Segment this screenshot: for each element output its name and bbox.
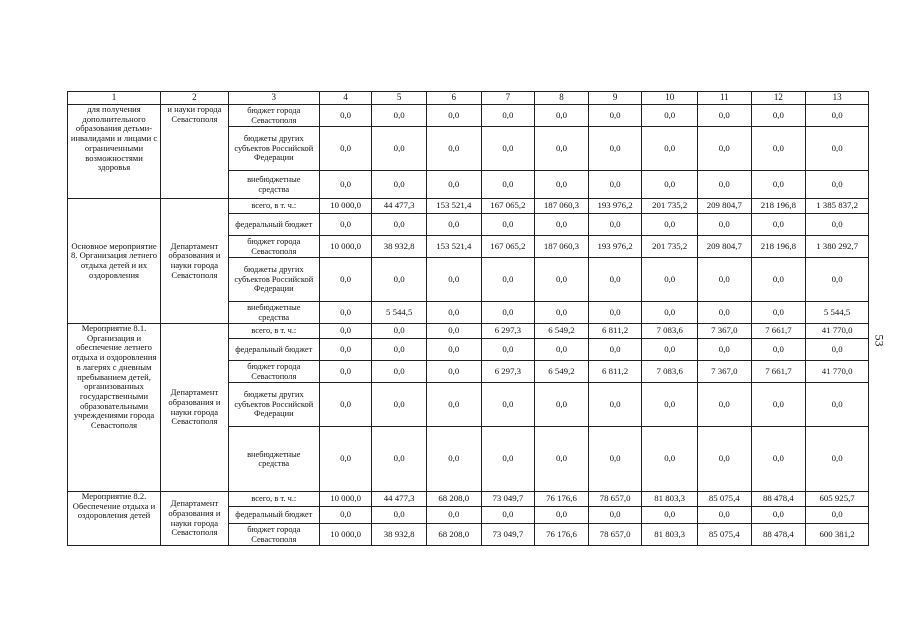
table-row [68, 492, 869, 507]
amount-cell: 153 521,4 [426, 236, 481, 258]
amount-cell: 0,0 [481, 507, 535, 524]
amount-cell: 6 297,3 [481, 361, 535, 383]
amount-cell: 10 000,0 [319, 524, 372, 546]
amount-cell: 0,0 [481, 339, 535, 361]
col-header: 8 [535, 92, 589, 105]
amount-cell: 78 657,0 [588, 492, 642, 507]
amount-cell: 0,0 [319, 302, 372, 324]
col-header: 10 [642, 92, 698, 105]
amount-cell: 0,0 [642, 258, 698, 302]
amount-cell: 0,0 [426, 171, 481, 199]
amount-cell: 0,0 [481, 127, 535, 171]
amount-cell: 7 083,6 [642, 361, 698, 383]
amount-cell: 0,0 [319, 339, 372, 361]
amount-cell: 1 385 837,2 [806, 199, 869, 214]
col-header: 1 [68, 92, 161, 105]
measure-description: для получения дополнительного образования детьми-инвалидами и лицами с ограниченными возможностями здоровья [68, 105, 161, 199]
amount-cell: 0,0 [751, 383, 806, 427]
amount-cell: 0,0 [319, 361, 372, 383]
amount-cell: 209 804,7 [698, 236, 752, 258]
measure-description: Мероприятие 8.2. Обеспечение отдыха и оздоровления детей [68, 492, 161, 546]
amount-cell: 76 176,6 [535, 524, 589, 546]
funding-source: бюджеты других субъектов Российской Федерации [228, 127, 319, 171]
amount-cell: 0,0 [372, 324, 427, 339]
amount-cell: 76 176,6 [535, 492, 589, 507]
funding-source: бюджеты других субъектов Российской Федерации [228, 383, 319, 427]
amount-cell: 153 521,4 [426, 199, 481, 214]
amount-cell: 0,0 [319, 105, 372, 127]
funding-source: внебюджетные средства [228, 427, 319, 492]
amount-cell: 0,0 [372, 214, 427, 236]
amount-cell: 0,0 [642, 105, 698, 127]
amount-cell: 193 976,2 [588, 199, 642, 214]
amount-cell: 0,0 [588, 258, 642, 302]
amount-cell: 0,0 [806, 383, 869, 427]
amount-cell: 0,0 [426, 258, 481, 302]
amount-cell: 10 000,0 [319, 492, 372, 507]
amount-cell: 68 208,0 [426, 492, 481, 507]
amount-cell: 6 549,2 [535, 324, 589, 339]
amount-cell: 0,0 [588, 383, 642, 427]
table-row [68, 105, 869, 127]
amount-cell: 7 661,7 [751, 324, 806, 339]
amount-cell: 0,0 [319, 171, 372, 199]
amount-cell: 0,0 [642, 127, 698, 171]
responsible-department: Департамент образования и науки города Севастополя [161, 199, 229, 324]
amount-cell: 0,0 [535, 105, 589, 127]
amount-cell: 0,0 [806, 507, 869, 524]
amount-cell: 0,0 [426, 427, 481, 492]
amount-cell: 0,0 [426, 383, 481, 427]
amount-cell: 0,0 [698, 383, 752, 427]
amount-cell: 0,0 [751, 427, 806, 492]
amount-cell: 0,0 [698, 427, 752, 492]
amount-cell: 38 932,8 [372, 524, 427, 546]
funding-source: бюджет города Севастополя [228, 236, 319, 258]
amount-cell: 0,0 [588, 507, 642, 524]
amount-cell: 88 478,4 [751, 524, 806, 546]
funding-source: всего, в т. ч.: [228, 324, 319, 339]
funding-source: федеральный бюджет [228, 339, 319, 361]
amount-cell: 0,0 [806, 105, 869, 127]
amount-cell: 0,0 [426, 324, 481, 339]
page-number: 53 [872, 334, 887, 347]
amount-cell: 0,0 [588, 427, 642, 492]
amount-cell: 605 925,7 [806, 492, 869, 507]
amount-cell: 7 661,7 [751, 361, 806, 383]
funding-source: федеральный бюджет [228, 507, 319, 524]
amount-cell: 0,0 [426, 214, 481, 236]
col-header: 4 [319, 92, 372, 105]
amount-cell: 0,0 [372, 127, 427, 171]
amount-cell: 0,0 [426, 339, 481, 361]
amount-cell: 0,0 [535, 127, 589, 171]
amount-cell: 7 367,0 [698, 324, 752, 339]
amount-cell: 0,0 [426, 105, 481, 127]
amount-cell: 0,0 [481, 383, 535, 427]
amount-cell: 6 297,3 [481, 324, 535, 339]
amount-cell: 0,0 [751, 302, 806, 324]
amount-cell: 0,0 [481, 302, 535, 324]
amount-cell: 0,0 [372, 105, 427, 127]
amount-cell: 0,0 [751, 214, 806, 236]
amount-cell: 0,0 [535, 427, 589, 492]
amount-cell: 0,0 [642, 507, 698, 524]
amount-cell: 0,0 [535, 507, 589, 524]
table-row [68, 324, 869, 339]
amount-cell: 201 735,2 [642, 236, 698, 258]
amount-cell: 0,0 [481, 171, 535, 199]
amount-cell: 0,0 [698, 302, 752, 324]
amount-cell: 187 060,3 [535, 199, 589, 214]
amount-cell: 10 000,0 [319, 199, 372, 214]
amount-cell: 0,0 [806, 171, 869, 199]
amount-cell: 6 549,2 [535, 361, 589, 383]
funding-source: всего, в т. ч.: [228, 492, 319, 507]
amount-cell: 0,0 [642, 427, 698, 492]
amount-cell: 0,0 [372, 171, 427, 199]
amount-cell: 0,0 [751, 105, 806, 127]
col-header: 12 [751, 92, 806, 105]
amount-cell: 81 803,3 [642, 524, 698, 546]
amount-cell: 0,0 [698, 214, 752, 236]
amount-cell: 7 367,0 [698, 361, 752, 383]
amount-cell: 0,0 [481, 214, 535, 236]
amount-cell: 0,0 [372, 361, 427, 383]
amount-cell: 6 811,2 [588, 324, 642, 339]
col-header: 6 [426, 92, 481, 105]
amount-cell: 38 932,8 [372, 236, 427, 258]
amount-cell: 0,0 [319, 324, 372, 339]
amount-cell: 7 083,6 [642, 324, 698, 339]
col-header: 5 [372, 92, 427, 105]
header-row [68, 92, 869, 105]
amount-cell: 0,0 [806, 427, 869, 492]
amount-cell: 0,0 [642, 383, 698, 427]
amount-cell: 201 735,2 [642, 199, 698, 214]
col-header: 9 [588, 92, 642, 105]
amount-cell: 0,0 [806, 339, 869, 361]
amount-cell: 41 770,0 [806, 361, 869, 383]
amount-cell: 167 065,2 [481, 199, 535, 214]
responsible-department: и науки города Севастополя [161, 105, 229, 199]
amount-cell: 0,0 [426, 361, 481, 383]
amount-cell: 0,0 [535, 302, 589, 324]
amount-cell: 193 976,2 [588, 236, 642, 258]
amount-cell: 0,0 [588, 105, 642, 127]
amount-cell: 0,0 [426, 302, 481, 324]
amount-cell: 0,0 [535, 214, 589, 236]
amount-cell: 0,0 [698, 171, 752, 199]
amount-cell: 218 196,8 [751, 199, 806, 214]
amount-cell: 0,0 [751, 127, 806, 171]
amount-cell: 68 208,0 [426, 524, 481, 546]
funding-source: всего, в т. ч.: [228, 199, 319, 214]
amount-cell: 600 381,2 [806, 524, 869, 546]
amount-cell: 1 380 292,7 [806, 236, 869, 258]
col-header: 13 [806, 92, 869, 105]
amount-cell: 0,0 [698, 105, 752, 127]
amount-cell: 44 477,3 [372, 199, 427, 214]
measure-description: Основное мероприятие 8. Организация летнего отдыха детей и их оздоровления [68, 199, 161, 324]
amount-cell: 0,0 [698, 258, 752, 302]
amount-cell: 6 811,2 [588, 361, 642, 383]
funding-source: бюджет города Севастополя [228, 524, 319, 546]
amount-cell: 218 196,8 [751, 236, 806, 258]
amount-cell: 0,0 [535, 171, 589, 199]
amount-cell: 0,0 [319, 214, 372, 236]
amount-cell: 0,0 [698, 127, 752, 171]
measure-description: Мероприятие 8.1. Организация и обеспечение летнего отдыха и оздоровления в лагерях с дневным пребыванием детей, организованных государственными образовательными учреждениями города Севастополя [68, 324, 161, 492]
funding-source: федеральный бюджет [228, 214, 319, 236]
amount-cell: 0,0 [588, 214, 642, 236]
amount-cell: 73 049,7 [481, 524, 535, 546]
amount-cell: 0,0 [372, 339, 427, 361]
amount-cell: 0,0 [642, 339, 698, 361]
table-row [68, 199, 869, 214]
amount-cell: 88 478,4 [751, 492, 806, 507]
amount-cell: 209 804,7 [698, 199, 752, 214]
amount-cell: 0,0 [535, 258, 589, 302]
amount-cell: 0,0 [588, 339, 642, 361]
col-header: 3 [228, 92, 319, 105]
amount-cell: 0,0 [319, 383, 372, 427]
amount-cell: 0,0 [588, 302, 642, 324]
amount-cell: 0,0 [426, 507, 481, 524]
responsible-department: Департамент образования и науки города Севастополя [161, 492, 229, 546]
amount-cell: 0,0 [751, 507, 806, 524]
amount-cell: 167 065,2 [481, 236, 535, 258]
amount-cell: 0,0 [481, 427, 535, 492]
funding-source: внебюджетные средства [228, 171, 319, 199]
amount-cell: 0,0 [319, 258, 372, 302]
amount-cell: 44 477,3 [372, 492, 427, 507]
amount-cell: 0,0 [698, 507, 752, 524]
amount-cell: 0,0 [372, 383, 427, 427]
col-header: 2 [161, 92, 229, 105]
amount-cell: 5 544,5 [806, 302, 869, 324]
amount-cell: 0,0 [481, 105, 535, 127]
amount-cell: 0,0 [588, 171, 642, 199]
amount-cell: 85 075,4 [698, 492, 752, 507]
amount-cell: 0,0 [372, 258, 427, 302]
amount-cell: 0,0 [319, 427, 372, 492]
budget-table [67, 91, 869, 546]
amount-cell: 0,0 [751, 171, 806, 199]
funding-source: внебюджетные средства [228, 302, 319, 324]
amount-cell: 0,0 [806, 258, 869, 302]
amount-cell: 73 049,7 [481, 492, 535, 507]
col-header: 11 [698, 92, 752, 105]
col-header: 7 [481, 92, 535, 105]
amount-cell: 0,0 [319, 127, 372, 171]
amount-cell: 0,0 [642, 171, 698, 199]
amount-cell: 0,0 [535, 383, 589, 427]
amount-cell: 0,0 [751, 339, 806, 361]
amount-cell: 78 657,0 [588, 524, 642, 546]
amount-cell: 85 075,4 [698, 524, 752, 546]
amount-cell: 41 770,0 [806, 324, 869, 339]
amount-cell: 0,0 [372, 427, 427, 492]
amount-cell: 10 000,0 [319, 236, 372, 258]
amount-cell: 0,0 [372, 507, 427, 524]
amount-cell: 0,0 [751, 258, 806, 302]
funding-source: бюджет города Севастополя [228, 105, 319, 127]
amount-cell: 5 544,5 [372, 302, 427, 324]
amount-cell: 0,0 [481, 258, 535, 302]
amount-cell: 0,0 [426, 127, 481, 171]
amount-cell: 0,0 [642, 302, 698, 324]
amount-cell: 0,0 [535, 339, 589, 361]
amount-cell: 81 803,3 [642, 492, 698, 507]
funding-source: бюджеты других субъектов Российской Федерации [228, 258, 319, 302]
amount-cell: 0,0 [319, 507, 372, 524]
responsible-department: Департамент образования и науки города Севастополя [161, 324, 229, 492]
amount-cell: 187 060,3 [535, 236, 589, 258]
amount-cell: 0,0 [588, 127, 642, 171]
funding-source: бюджет города Севастополя [228, 361, 319, 383]
amount-cell: 0,0 [698, 339, 752, 361]
amount-cell: 0,0 [642, 214, 698, 236]
amount-cell: 0,0 [806, 127, 869, 171]
amount-cell: 0,0 [806, 214, 869, 236]
